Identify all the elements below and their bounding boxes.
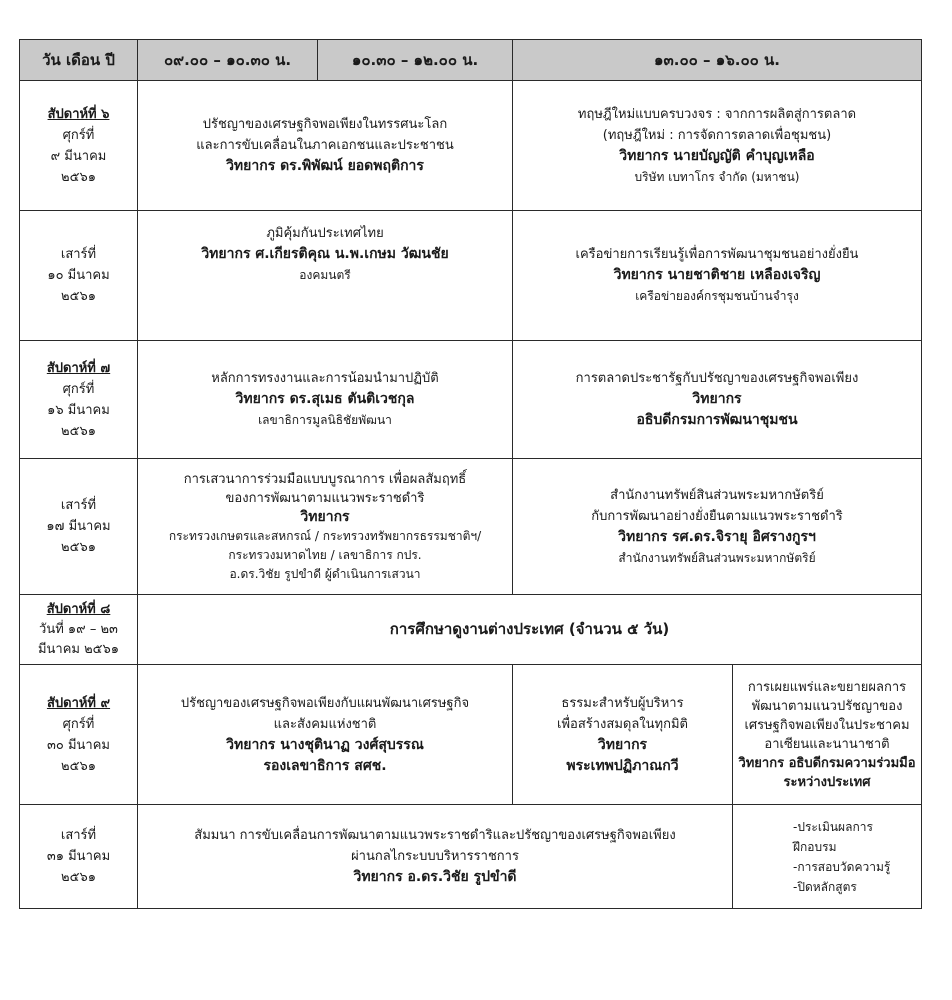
full-day-session: การศึกษาดูงานต่างประเทศ (จำนวน ๕ วัน) [138, 595, 922, 665]
week-label: สัปดาห์ที่ ๖ [47, 106, 110, 122]
table-row [20, 805, 922, 909]
morning-session: ปรัชญาของเศรษฐกิจพอเพียงในทรรศนะโลก และการขับเคลื่อนในภาคเอกชนและประชาชน วิทยากร ดร.พิพัฒน์ ยอดพฤติการ [138, 81, 513, 211]
afternoon-session: ทฤษฎีใหม่แบบครบวงจร : จากการผลิตสู่การตลาด (ทฤษฎีใหม่ : การจัดการตลาดเพื่อชุมชน) วิทยากร นายบัญญัติ คำบุญเหลือ บริษัท เบทาโกร จำกัด (มหาชน) [513, 81, 922, 211]
table-row [20, 341, 922, 459]
table-row [20, 459, 922, 595]
table-row [20, 595, 922, 665]
table-row [20, 81, 922, 211]
table-row [20, 211, 922, 341]
date-cell: สัปดาห์ที่ ๖ ศุกร์ที่ ๙ มีนาคม ๒๕๖๑ [20, 81, 138, 211]
week-label: สัปดาห์ที่ ๘ [46, 601, 111, 617]
date-cell: สัปดาห์ที่ ๗ ศุกร์ที่ ๑๖ มีนาคม ๒๕๖๑ [20, 341, 138, 459]
closing-session: -ประเมินผลการ ฝึกอบรม -การสอบวัดความรู้ -ปิดหลักสูตร [733, 805, 922, 909]
morning-session: ภูมิคุ้มกันประเทศไทย วิทยากร ศ.เกียรติคุณ น.พ.เกษม วัฒนชัย องคมนตรี [138, 211, 513, 341]
schedule-table [19, 39, 922, 909]
header-slot-2: ๑๐.๓๐ – ๑๒.๐๐ น. [318, 40, 513, 81]
morning-session: ปรัชญาของเศรษฐกิจพอเพียงกับแผนพัฒนาเศรษฐกิจ และสังคมแห่งชาติ วิทยากร นางชุตินาฏ วงศ์สุบรรณ รองเลขาธิการ สศช. [138, 665, 513, 805]
date-cell: สัปดาห์ที่ ๙ ศุกร์ที่ ๓๐ มีนาคม ๒๕๖๑ [20, 665, 138, 805]
afternoon-session-1: ธรรมะสำหรับผู้บริหาร เพื่อสร้างสมดุลในทุกมิติ วิทยากร พระเทพปฏิภาณกวี [513, 665, 733, 805]
afternoon-session-2: การเผยแพร่และขยายผลการ พัฒนาตามแนวปรัชญาของ เศรษฐกิจพอเพียงในประชาคม อาเซียนและนานาชาติ วิทยากร อธิบดีกรมความร่วมมือ ระหว่างประเทศ [733, 665, 922, 805]
morning-session: หลักการทรงงานและการน้อมนำมาปฏิบัติ วิทยากร ดร.สุเมธ ตันติเวชกุล เลขาธิการมูลนิธิชัยพัฒนา [138, 341, 513, 459]
header-slot-3: ๑๓.๐๐ – ๑๖.๐๐ น. [513, 40, 922, 81]
header-slot-1: ๐๙.๐๐ – ๑๐.๓๐ น. [138, 40, 318, 81]
week-label: สัปดาห์ที่ ๗ [46, 360, 111, 376]
table-row [20, 665, 922, 805]
date-cell: เสาร์ที่ ๓๑ มีนาคม ๒๕๖๑ [20, 805, 138, 909]
week-label: สัปดาห์ที่ ๙ [46, 695, 111, 711]
morning-session: การเสวนาการร่วมมือแบบบูรณาการ เพื่อผลสัมฤทธิ์ ของการพัฒนาตามแนวพระราชดำริ วิทยากร กระทรวงเกษตรและสหกรณ์ / กระทรวงทรัพยากรธรรมชาติฯ/ กระทรวงมหาดไทย / เลขาธิการ กปร. อ.ดร.วิชัย รูปขำดี ผู้ดำเนินการเสวนา [138, 459, 513, 595]
date-cell: สัปดาห์ที่ ๘ วันที่ ๑๙ – ๒๓ มีนาคม ๒๕๖๑ [20, 595, 138, 665]
header-row [20, 40, 922, 81]
date-cell: เสาร์ที่ ๑๗ มีนาคม ๒๕๖๑ [20, 459, 138, 595]
afternoon-session: เครือข่ายการเรียนรู้เพื่อการพัฒนาชุมชนอย่างยั่งยืน วิทยากร นายชาติชาย เหลืองเจริญ เครือข่ายองค์กรชุมชนบ้านจำรุง [513, 211, 922, 341]
afternoon-session: สำนักงานทรัพย์สินส่วนพระมหากษัตริย์ กับการพัฒนาอย่างยั่งยืนตามแนวพระราชดำริ วิทยากร รศ.ดร.จิรายุ อิศรางกูรฯ สำนักงานทรัพย์สินส่วนพระมหากษัตริย์ [513, 459, 922, 595]
header-date: วัน เดือน ปี [20, 40, 138, 81]
date-cell: เสาร์ที่ ๑๐ มีนาคม ๒๕๖๑ [20, 211, 138, 341]
seminar-session: สัมมนา การขับเคลื่อนการพัฒนาตามแนวพระราชดำริและปรัชญาของเศรษฐกิจพอเพียง ผ่านกลไกระบบบริหารราชการ วิทยากร อ.ดร.วิชัย รูปขำดี [138, 805, 733, 909]
afternoon-session: การตลาดประชารัฐกับปรัชญาของเศรษฐกิจพอเพียง วิทยากร อธิบดีกรมการพัฒนาชุมชน [513, 341, 922, 459]
